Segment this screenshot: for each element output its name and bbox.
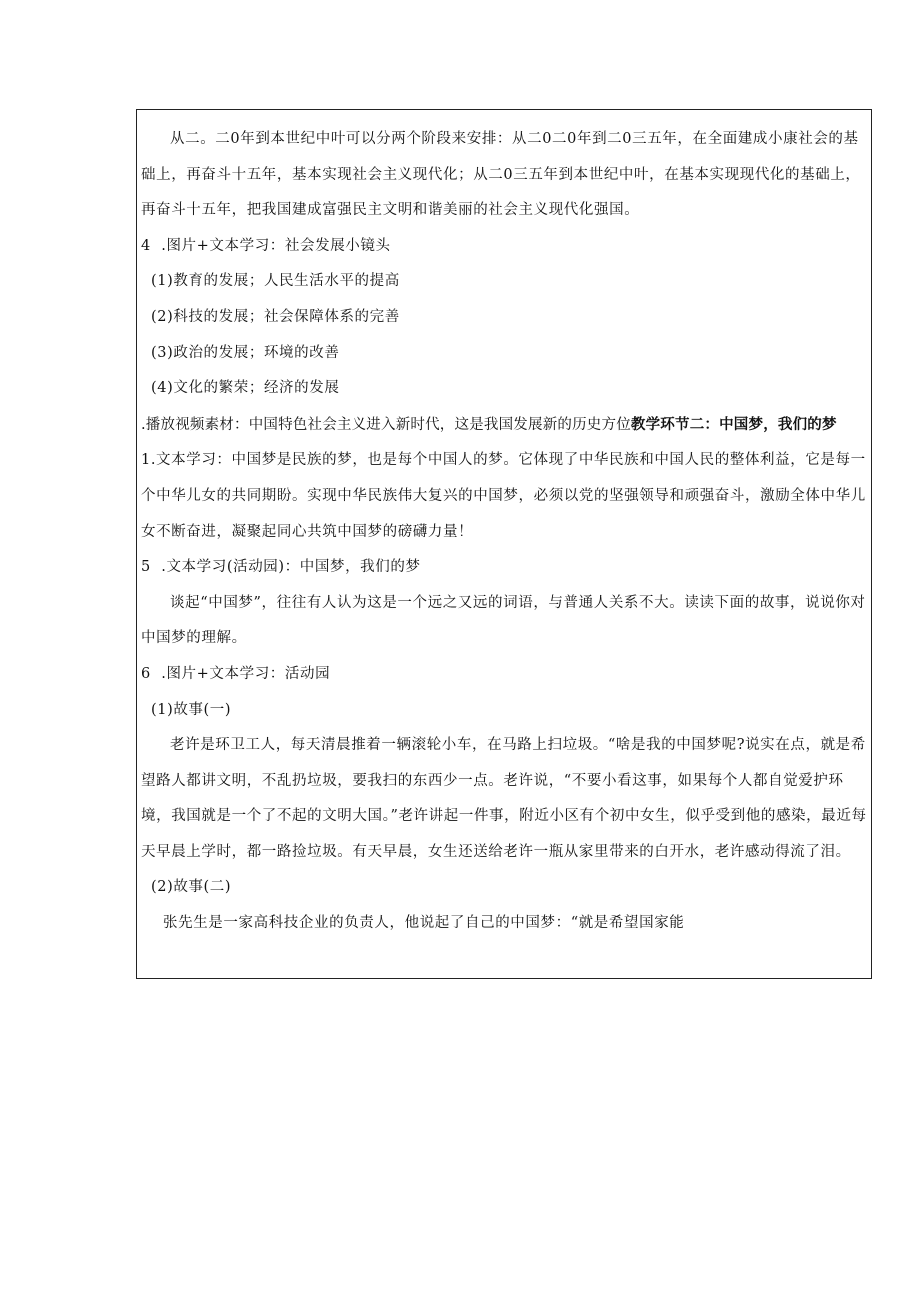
list-item: (4)文化的繁荣；经济的发展 — [151, 380, 340, 397]
story-heading-1: (1)故事(一) — [151, 701, 232, 718]
story-1-text: 老许是环卫工人，每天清晨推着一辆滚轮小车，在马路上扫垃圾。“啥是我的中国梦呢?说实在点，就是希望路人都讲文明，不乱扔垃圾，要我扫的东西少一点。老许说，“不要小看这事，如果每个人都自觉爱护环境，我国就是一个了不起的文明大国。”老许讲起一件事，附近小区有个初中女生，似乎受到他的感染，最近每天早晨上学时，都一路捡垃圾。有天早晨，女生还送给老许一瓶从家里带来的白开水，老许感动得流了泪。 — [141, 737, 867, 860]
paragraph-stages: 从二。二0年到本世纪中叶可以分两个阶段来安排：从二0二0年到二0三五年，在全面建成小康社会的基础上，再奋斗十五年，基本实现社会主义现代化；从二0三五年到本世纪中叶，在基本实现现代化的基础上，再奋斗十五年，把我国建成富强民主文明和谐美丽的社会主义现代化强国。 — [141, 131, 861, 219]
document-content — [141, 122, 869, 942]
heading-item-5: 5 .文本学习(活动园)：中国梦，我们的梦 — [141, 559, 421, 576]
story-heading-2: (2)故事(二) — [151, 879, 232, 896]
list-item: (3)政治的发展；环境的改善 — [151, 344, 340, 361]
video-text: .播放视频素材：中国特色社会主义进入新时代，这是我国发展新的历史方位 — [141, 416, 631, 433]
document-frame — [136, 109, 872, 979]
heading-item-6: 6 .图片+文本学习：活动园 — [141, 665, 331, 682]
paragraph-chinese-dream: 1.文本学习：中国梦是民族的梦，也是每个中国人的梦。它体现了中华民族和中国人民的整体利益，它是每一个中华儿女的共同期盼。实现中华民族伟大复兴的中国梦，必须以党的坚强领导和顽强奋斗，激励全体中华儿女不断奋进，凝聚起同心共筑中国梦的磅礴力量！ — [141, 452, 866, 540]
list-item: (2)科技的发展；社会保障体系的完善 — [151, 308, 400, 325]
heading-item-4: 4 .图片+文本学习：社会发展小镜头 — [141, 237, 391, 254]
story-2-text: 张先生是一家高科技企业的负责人，他说起了自己的中国梦：“就是希望国家能 — [163, 915, 685, 932]
paragraph-intro: 谈起“中国梦”，往往有人认为这是一个远之又远的词语，与普通人关系不大。读读下面的故事，说说你对中国梦的理解。 — [141, 594, 866, 647]
section-heading-2: 教学环节二：中国梦，我们的梦 — [630, 415, 837, 433]
list-item: (1)教育的发展；人民生活水平的提高 — [151, 273, 400, 290]
paragraph-video — [141, 407, 869, 444]
